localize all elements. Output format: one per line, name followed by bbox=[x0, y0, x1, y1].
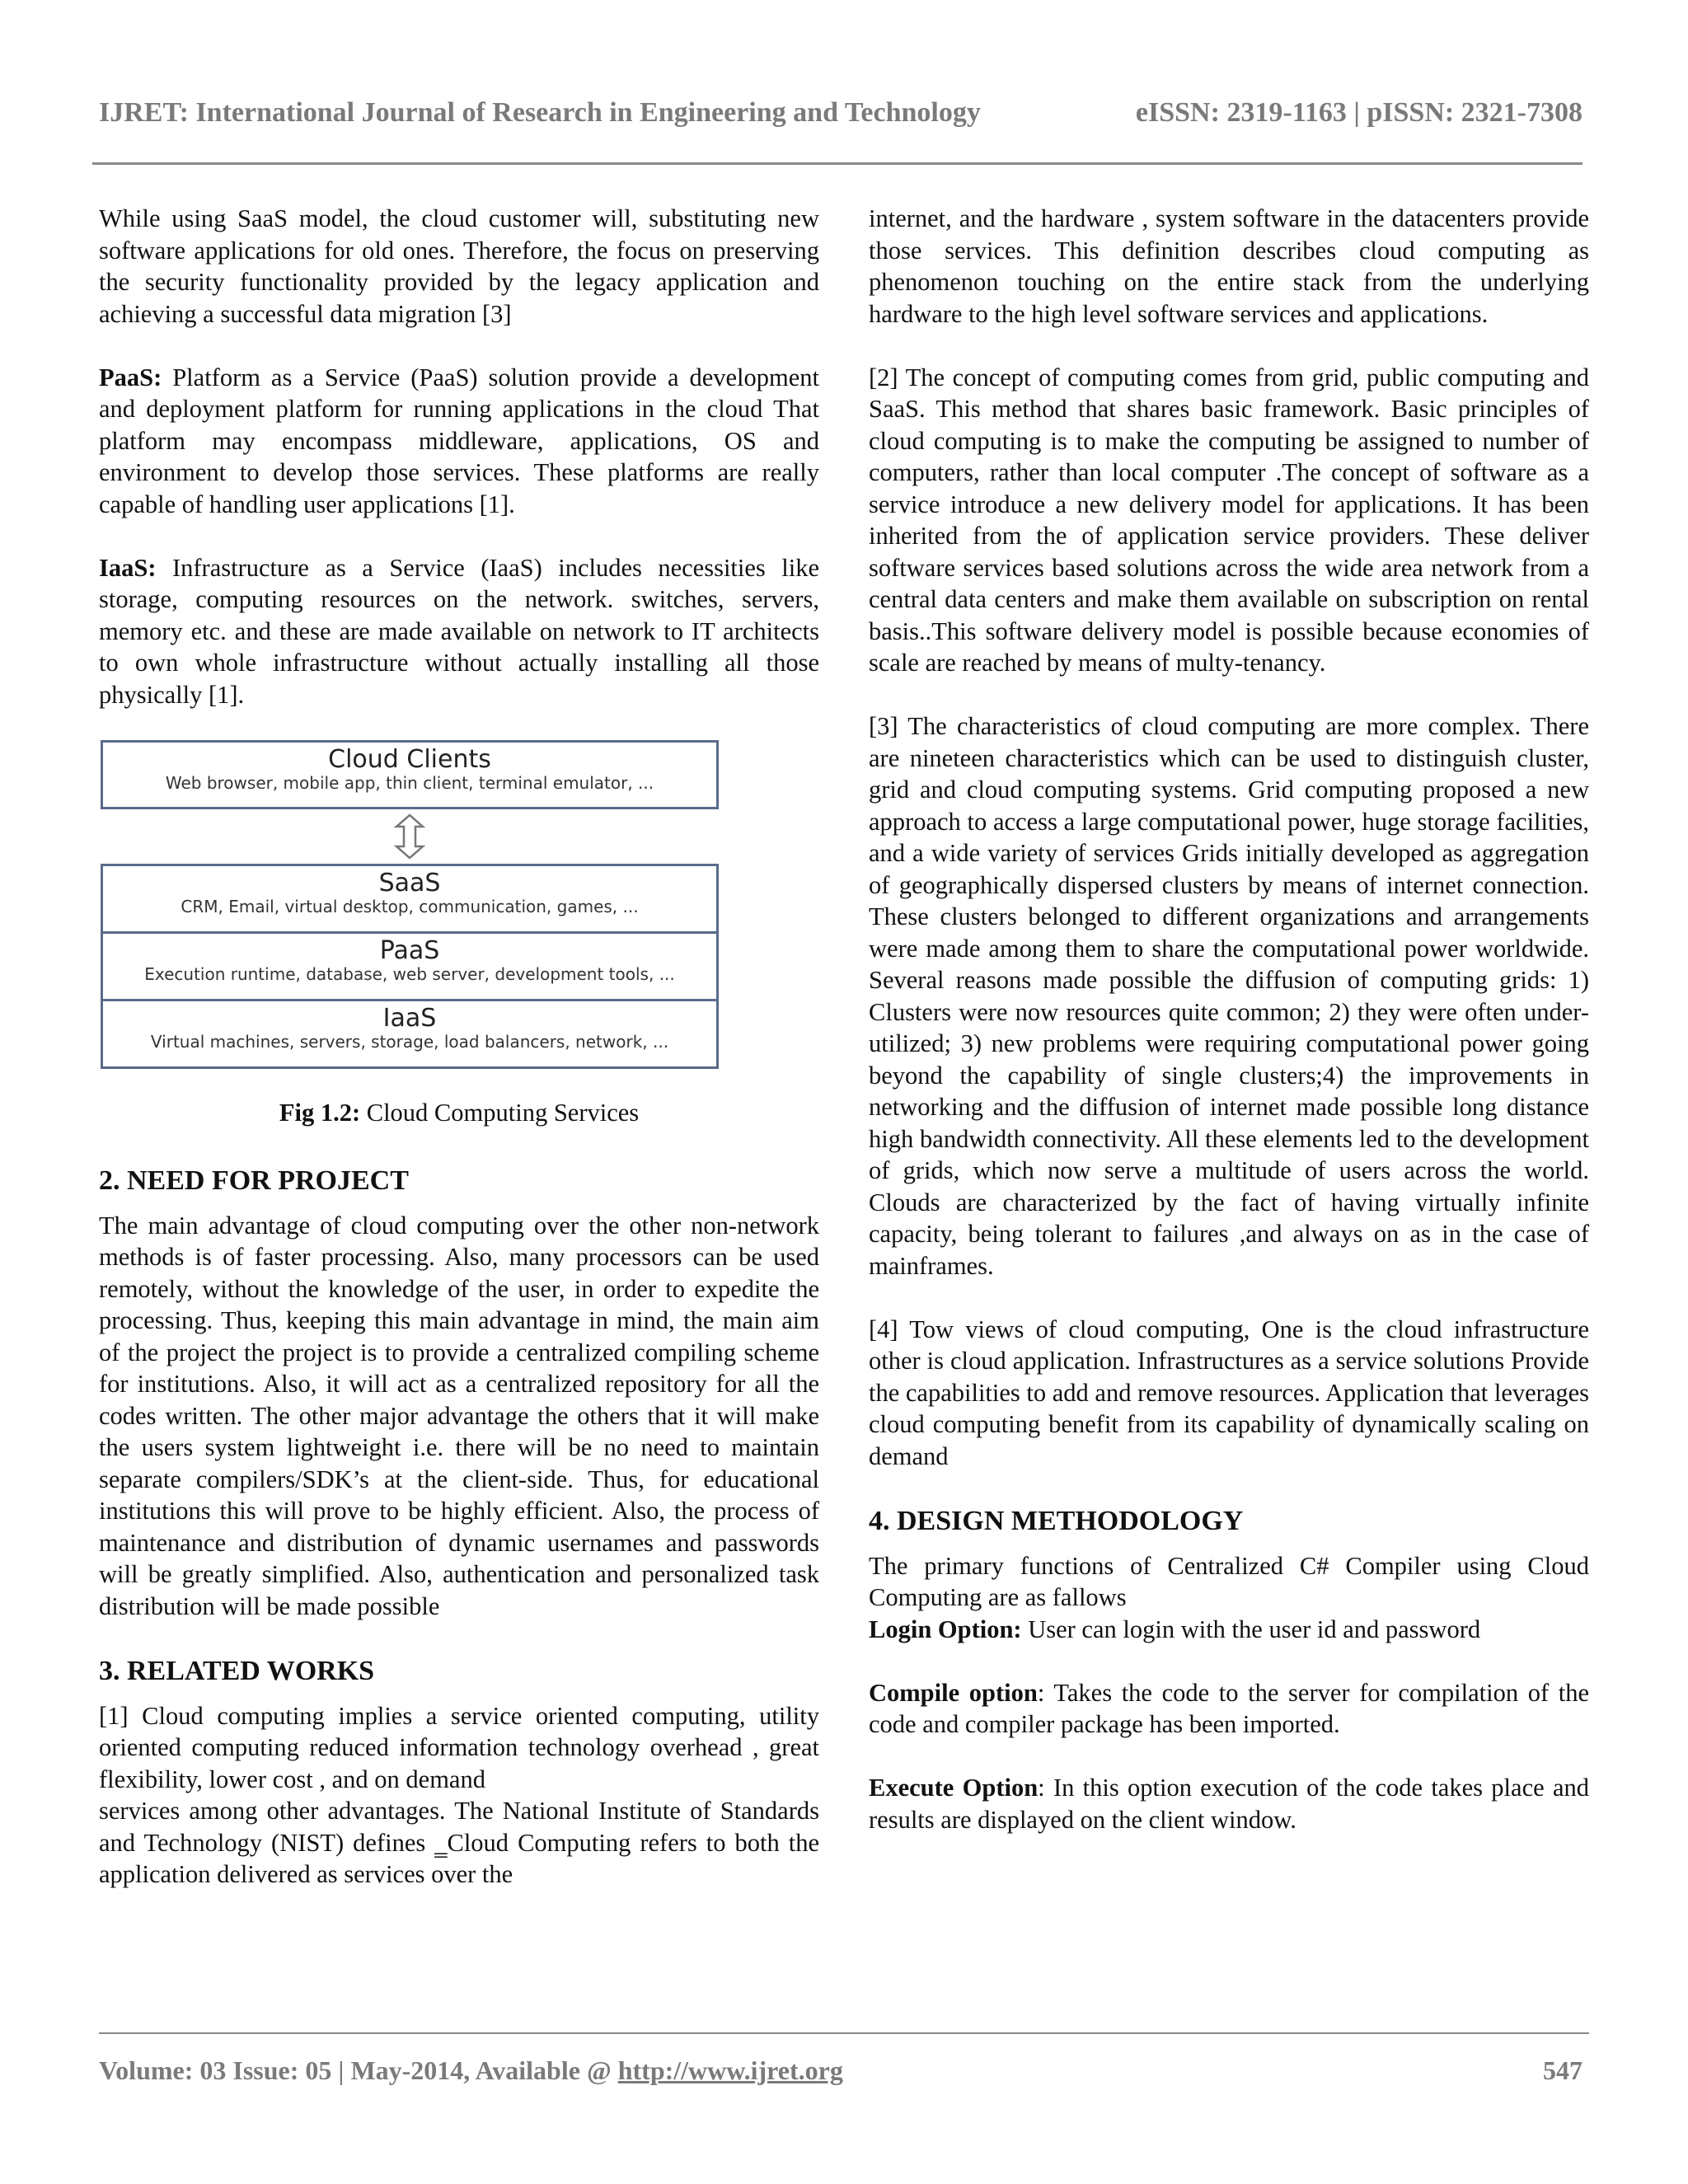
journal-link[interactable]: http://www.ijret.org bbox=[617, 2055, 843, 2085]
term: Compile option bbox=[869, 1678, 1038, 1707]
execute-option bbox=[869, 1772, 1589, 1835]
section-heading: 3. RELATED WORKS bbox=[99, 1655, 375, 1686]
layer-title: PaaS bbox=[379, 936, 440, 965]
saas-layer bbox=[103, 866, 716, 931]
cloud-clients-box bbox=[101, 740, 719, 809]
double-arrow-icon bbox=[101, 809, 719, 864]
paragraph: [3] The characteristics of cloud computing are more complex. There are nineteen characteristics which can be used to distinguish cluster, grid and cloud computing systems. Grid computing proposed a new approach to access a large computational power, huge storage facilities, and a wide variety of services Grids initially developed as aggregation of geographically dispersed clusters by means of internet connection. These clusters belonged to different organizations and arrangements were made among them to share the computational power worldwide. Several reasons made possible the diffusion of computing grids: 1) Clusters were now resources quite common; 2) they were often under-utilized; 3) new problems were requiring computational power going beyond the capability of single clusters;4) the improvements in networking and the diffusion of internet made possible long distance high bandwidth connectivity. All these elements led to the development of grids, which now serve a multitude of users across the world. Clouds are characterized by the fact of having virtually infinite capacity, being tolerant to failures ,and always on as in the case of mainframes. bbox=[869, 712, 1589, 1280]
section-heading: 4. DESIGN METHODOLOGY bbox=[869, 1505, 1244, 1536]
term: PaaS: bbox=[99, 363, 162, 391]
paragraph: The main advantage of cloud computing over the other non-network methods is of faster processing. Also, many processors can be used remotely, without the knowledge of the user, in order to expedite the processing. Thus, keeping this main advantage in mind, the main aim of the project the project is to provide a centralized compiling scheme for institutions. Also, it will act as a centralized repository for all the codes written. The other major advantage the others that it will make the users system lightweight i.e. there will be no need to maintain separate compilers/SDK’s at the client-side. Thus, for educational institutions this will prove to be highly efficient. Also, the process of maintenance and distribution of dynamic usernames and passwords will be greatly simplified. Also, authentication and personalized task distribution will be made possible bbox=[99, 1211, 819, 1620]
paas-layer bbox=[103, 931, 716, 999]
cloud-services-figure bbox=[101, 740, 719, 1069]
left-column bbox=[99, 203, 819, 1891]
text: Infrastructure as a Service (IaaS) includes necessities like storage, computing resources on the network. switches, servers, memory etc. and these are made available on network to IT architects to own whole infrastructure without actually installing all those physically [1]. bbox=[99, 553, 819, 709]
issn: eISSN: 2319-1163 | pISSN: 2321-7308 bbox=[1135, 97, 1582, 128]
text: Platform as a Service (PaaS) solution provide a development and deployment platform for running applications in the cloud That platform may encompass middleware, applications, OS and environment to develop those services. These platforms are really capable of handling user applications [1]. bbox=[99, 363, 819, 518]
paragraph: The primary functions of Centralized C# Compiler using Cloud Computing are as fallows bbox=[869, 1551, 1589, 1611]
text: : Takes the code to the server for compilation of the code and compiler package has been imported. bbox=[869, 1678, 1590, 1738]
term: Execute Option bbox=[869, 1774, 1039, 1802]
paragraph: While using SaaS model, the cloud customer will, substituting new software applications for old ones. Therefore, the focus on preserving the security functionality provided by the legacy application and achieving a successful data migration [3] bbox=[99, 204, 819, 328]
header-rule bbox=[92, 162, 1582, 165]
layer-title: SaaS bbox=[378, 869, 441, 898]
paragraph-iaas bbox=[99, 552, 819, 711]
footer-rule bbox=[99, 2032, 1589, 2034]
journal-title: IJRET: International Journal of Research in Engineering and Technology bbox=[99, 97, 981, 128]
section-heading: 2. NEED FOR PROJECT bbox=[99, 1165, 409, 1196]
caption-text: Cloud Computing Services bbox=[360, 1099, 640, 1127]
compile-option bbox=[869, 1677, 1589, 1741]
right-column bbox=[869, 203, 1589, 1868]
service-stack bbox=[101, 864, 719, 1069]
layer-desc: CRM, Email, virtual desktop, communication, games, ... bbox=[181, 897, 639, 916]
figure-caption bbox=[99, 1097, 819, 1129]
term: Login Option: bbox=[869, 1615, 1022, 1643]
paragraph: [2] The concept of computing comes from grid, public computing and SaaS. This method that shares basic framework. Basic principles of cloud computing is to make the computing be assigned to number of computers, rather than local computer .The concept of software as a service introduce a new delivery model for applications. It has been inherited from the of application service providers. These deliver software services based solutions across the wide area network from a central data centers and make them available on subscription on rental basis..This software delivery model is possible because economies of scale are reached by means of multy-tenancy. bbox=[869, 363, 1589, 677]
paragraph-paas bbox=[99, 362, 819, 521]
text: : In this option execution of the code takes place and results are displayed on the client window. bbox=[869, 1774, 1589, 1834]
iaas-layer bbox=[103, 999, 716, 1066]
layer-desc: Execution runtime, database, web server, development tools, ... bbox=[144, 964, 675, 984]
volume-text: Volume: 03 Issue: 05 | May-2014, Available @ bbox=[99, 2055, 618, 2085]
login-option bbox=[869, 1614, 1589, 1646]
box-title: Cloud Clients bbox=[328, 745, 491, 774]
paragraph: [4] Tow views of cloud computing, One is the cloud infrastructure other is cloud application. Infrastructures as a service solutions Provide the capabilities to add and remove resources. Application that leverages cloud computing benefit from its capability of dynamically scaling on demand bbox=[869, 1315, 1590, 1470]
page-number: 547 bbox=[1543, 2055, 1582, 2085]
footer-volume bbox=[99, 2055, 843, 2086]
term: IaaS: bbox=[99, 553, 157, 582]
layer-title: IaaS bbox=[382, 1004, 437, 1033]
caption-label: Fig 1.2: bbox=[279, 1099, 361, 1127]
paragraph: services among other advantages. The National Institute of Standards and Technology (NIST) defines ‗Cloud Computing refers to both the application delivered as services over the bbox=[99, 1797, 819, 1888]
box-desc: Web browser, mobile app, thin client, terminal emulator, ... bbox=[165, 773, 654, 793]
layer-desc: Virtual machines, servers, storage, load balancers, network, ... bbox=[150, 1032, 669, 1052]
paragraph: internet, and the hardware , system software in the datacenters provide those services. This definition describes cloud computing as phenomenon touching on the entire stack from the underlying hardware to the high level software services and applications. bbox=[869, 204, 1589, 328]
text: User can login with the user id and password bbox=[1021, 1615, 1481, 1643]
paragraph: [1] Cloud computing implies a service oriented computing, utility oriented computing reduced information technology overhead , great flexibility, lower cost , and on demand bbox=[99, 1701, 819, 1793]
